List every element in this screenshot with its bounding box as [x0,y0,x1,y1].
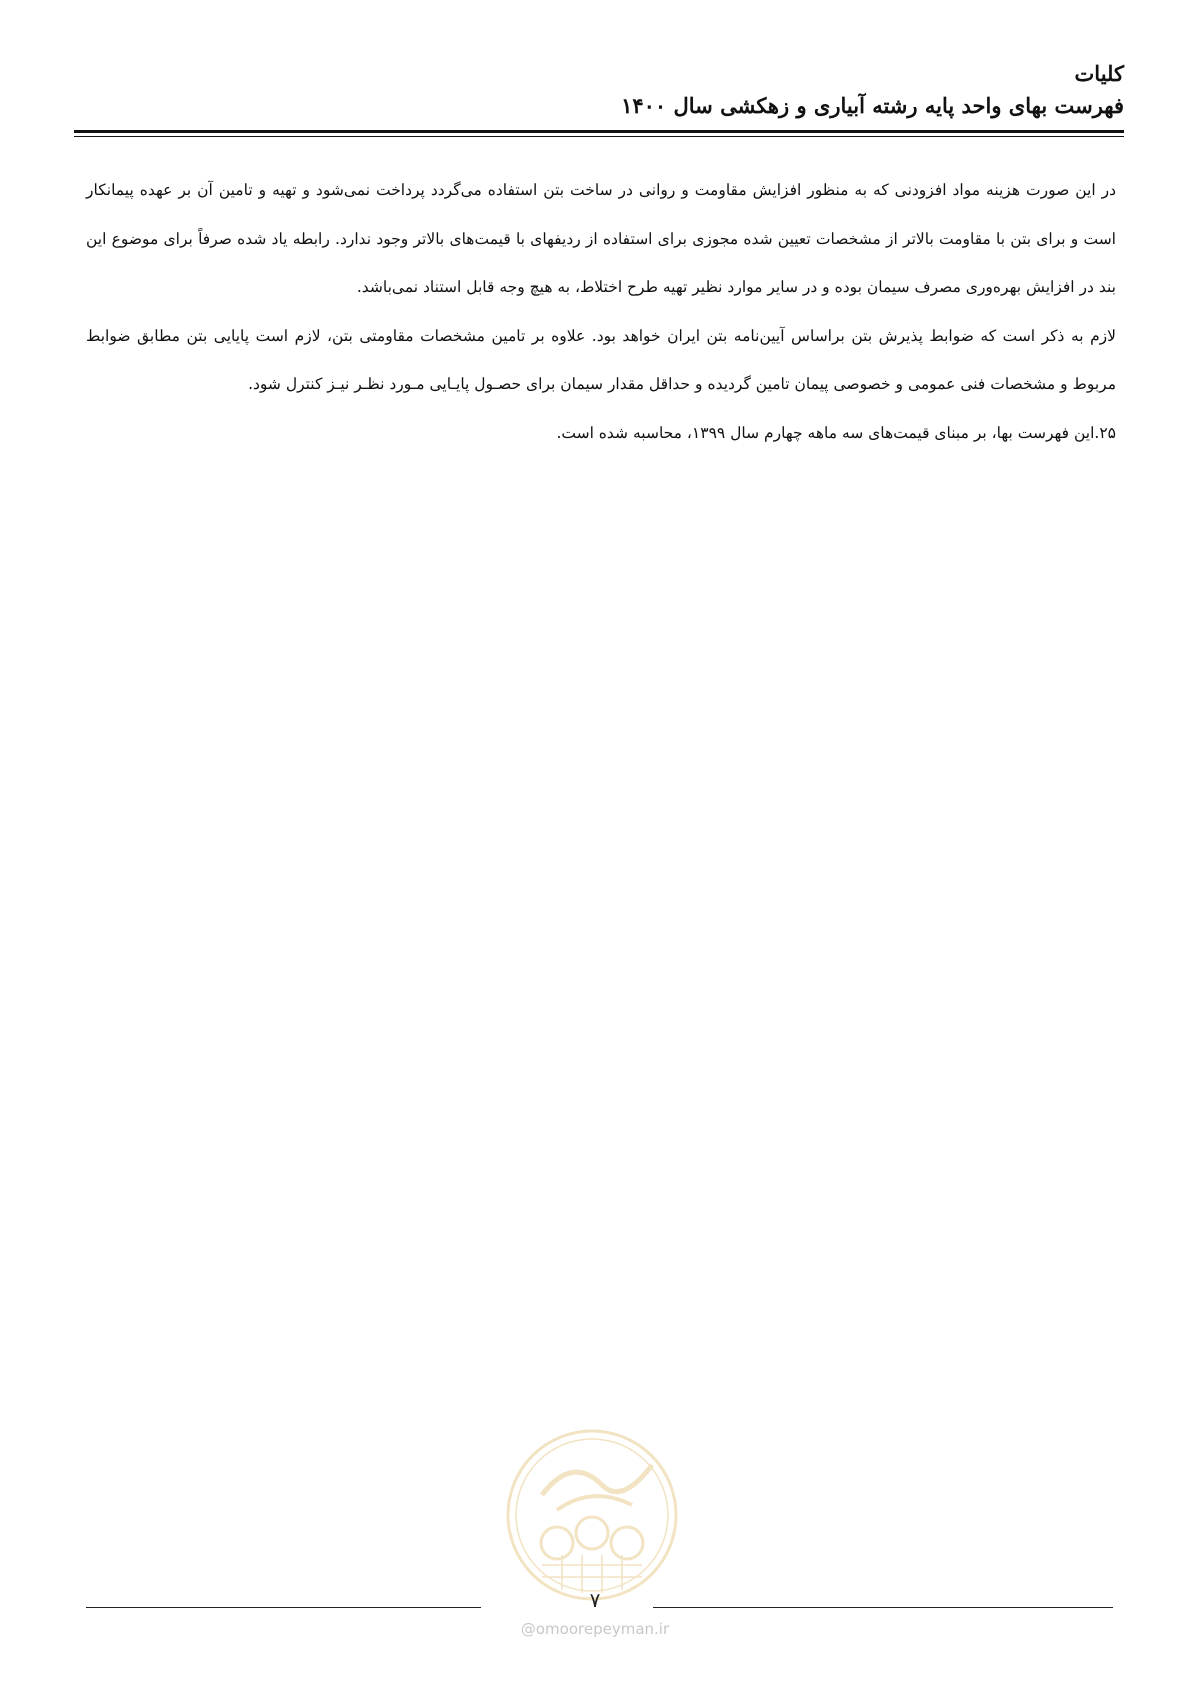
paragraph-price-basis: ۲۵.این فهرست بها، بر مبنای قیمت‌های سه ماهه چهارم سال ۱۳۹۹، محاسبه شده است. [556,423,1116,442]
document-title: فهرست بهای واحد پایه رشته آبیاری و زهکشی سال ۱۴۰۰ [621,93,1124,118]
document-body [86,166,1116,457]
watermark-seal-logo [502,1425,682,1605]
footer-divider-right [653,1607,1113,1608]
footer-divider-left [86,1607,481,1608]
paragraph-concrete-acceptance: لازم به ذکر است که ضوابط پذیرش بتن براساس آیین‌نامه بتن ایران خواهد بود. علاوه بر تامین مشخصات مقاومتی بتن، لازم است پایایی بتن مطابق ضوابط مربوط و مشخصات فنی عمومی و خصوصی پیمان تامین گردیده و حداقل مقدار سیمان برای حصـول پایـایی مـورد نظـر نیـز کنترل شود. [86,326,1116,393]
section-title: کلیات [1074,61,1124,86]
watermark-url: @omoorepeyman.ir [520,1620,670,1638]
header-divider-thick [74,130,1124,133]
paragraph-admixture-cost: در این صورت هزینه مواد افزودنی که به منظور افزایش مقاومت و روانی در ساخت بتن استفاده می‌گردد پرداخت نمی‌شود و تهیه و تامین آن بر عهده پیمانکار است و برای بتن با مقاومت بالاتر از مشخصات تعیین شده مجوزی برای استفاده از ردیفهای با قیمت‌های بالاتر وجود ندارد. رابطه یاد شده صرفاً برای موضوع این بند در افزایش بهره‌وری مصرف سیمان بوده و در سایر موارد نظیر تهیه طرح اختلاط، به هیچ وجه قابل استناد نمی‌باشد. [86,181,1116,296]
page-header [74,58,1124,122]
header-divider-thin [74,136,1124,137]
page-number: ۷ [589,1588,601,1612]
